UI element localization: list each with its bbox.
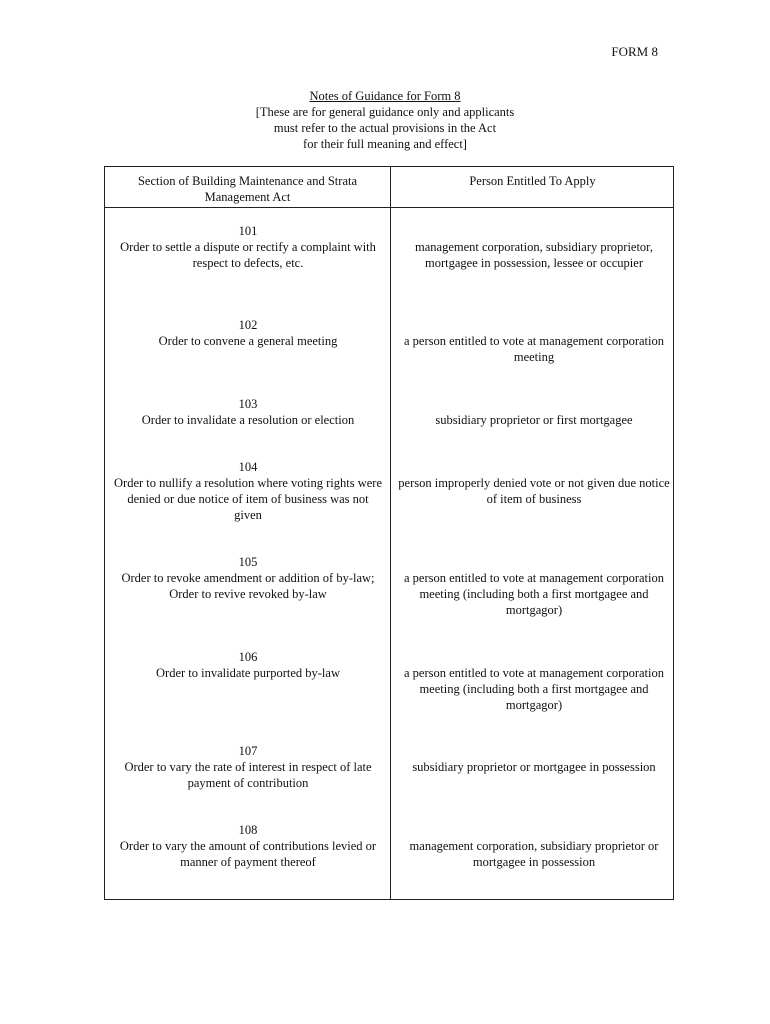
order-description: Order to settle a dispute or rectify a complaint with respect to defects, etc. (120, 240, 376, 270)
table-row-section (113, 396, 383, 428)
order-description: Order to convene a general meeting (158, 334, 338, 348)
applicant-text: a person entitled to vote at management corporation meeting (404, 334, 664, 364)
order-description: Order to vary the amount of contributions levied or manner of payment thereof (119, 839, 377, 869)
section-number: 101 (238, 224, 258, 238)
table-row-section (113, 822, 383, 870)
guidance-table (104, 166, 674, 900)
applicant-text: a person entitled to vote at management corporation meeting (including both a first mortgagee and mortgagor) (404, 666, 664, 712)
applicant-text: person improperly denied vote or not given due notice of item of business (398, 476, 670, 506)
header-person-entitled: Person Entitled To Apply (469, 174, 596, 188)
applicant-text: management corporation, subsidiary proprietor, mortgagee in possession, lessee or occupier (415, 240, 653, 270)
table-row-section (113, 459, 383, 523)
order-description: Order to vary the rate of interest in respect of late payment of contribution (124, 760, 372, 790)
table-row-section (113, 223, 383, 271)
applicant-text: subsidiary proprietor or mortgagee in possession (412, 760, 656, 774)
table-row-section (113, 317, 383, 349)
section-number: 108 (238, 823, 258, 837)
table-row-section (113, 743, 383, 791)
section-number: 106 (238, 650, 258, 664)
guidance-heading (0, 88, 770, 152)
section-number: 104 (238, 460, 258, 474)
section-number: 107 (238, 744, 258, 758)
order-description: Order to invalidate a resolution or election (141, 413, 355, 427)
column-divider (390, 167, 391, 899)
section-number: 103 (238, 397, 258, 411)
applicant-text: subsidiary proprietor or first mortgagee (435, 413, 633, 427)
guidance-note-line: [These are for general guidance only and applicants (255, 105, 515, 119)
applicant-text: a person entitled to vote at management corporation meeting (including both a first mortgagee and mortgagor) (404, 571, 664, 617)
section-number: 102 (238, 318, 258, 332)
form-number-label: FORM 8 (611, 44, 658, 59)
order-description: Order to nullify a resolution where voting rights were denied or due notice of item of business was not given (114, 476, 382, 522)
header-section: Section of Building Maintenance and Strata Management Act (137, 174, 358, 204)
section-number: 105 (238, 555, 258, 569)
order-description: Order to invalidate purported by-law (156, 666, 340, 680)
guidance-note-line: for their full meaning and effect] (303, 137, 467, 151)
guidance-title: Notes of Guidance for Form 8 (309, 89, 461, 103)
applicant-text: management corporation, subsidiary proprietor or mortgagee in possession (409, 839, 659, 869)
table-row-section (113, 554, 383, 602)
table-row-section (113, 649, 383, 681)
guidance-note-line: must refer to the actual provisions in the Act (273, 121, 497, 135)
order-description: Order to revoke amendment or addition of by-law; Order to revive revoked by-law (121, 571, 375, 601)
header-divider (105, 207, 673, 208)
